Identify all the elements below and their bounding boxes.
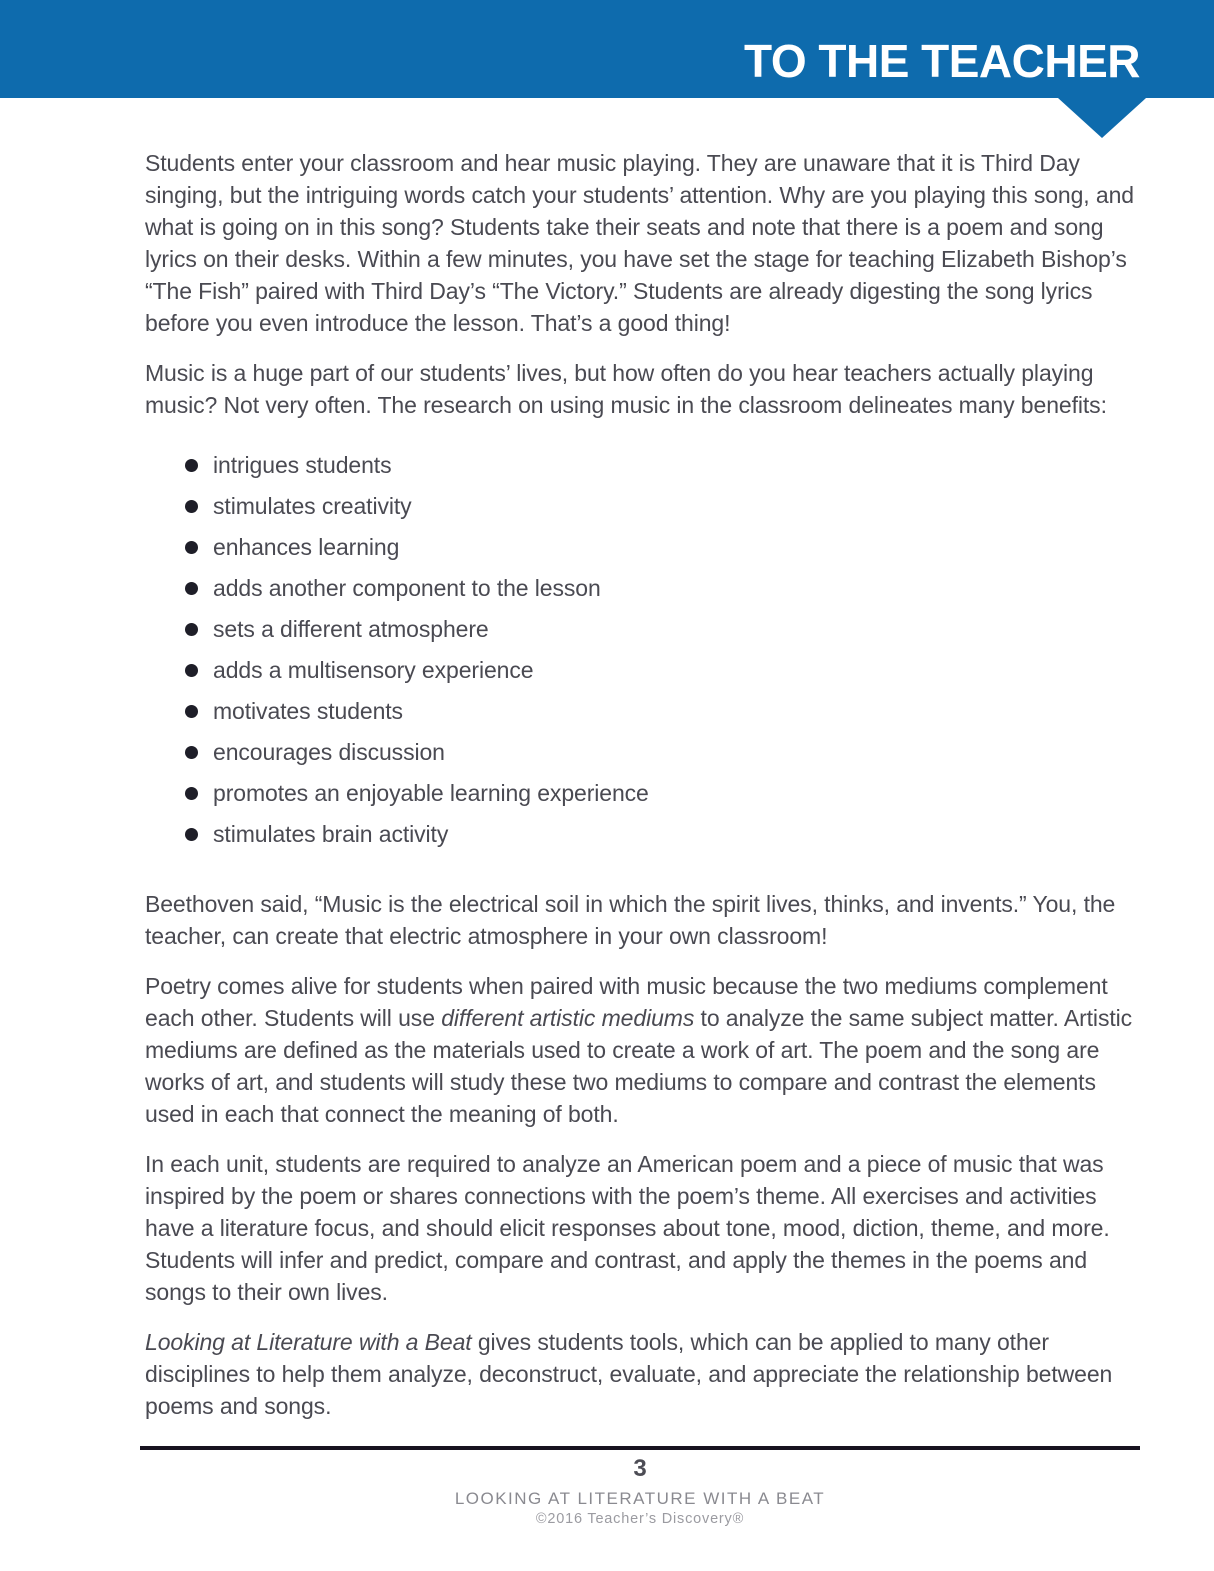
list-item [145, 695, 1145, 727]
list-item-label: adds a multisensory experience [213, 657, 534, 683]
list-item [145, 777, 1145, 809]
bullet-icon [185, 500, 198, 513]
list-item-label: motivates students [213, 698, 403, 724]
list-item [145, 449, 1145, 481]
list-item [145, 490, 1145, 522]
list-item-label: adds another component to the lesson [213, 575, 601, 601]
bullet-icon [185, 459, 198, 472]
paragraph [145, 1148, 1145, 1308]
body-text: Students enter your classroom and hear music playing. They are unaware that it is Third Day singing, but the intriguing words catch your students’ attention. Why are you playing this song, and what is going on in this song? Students take their seats and note that there is a poem and song lyrics on their desks. Within a few minutes, you have set the stage for teaching Elizabeth Bishop’s “The Fish” paired with Third Day’s “The Victory.” Students are already digesting the song lyrics before you even introduce the lesson. That’s a good thing! [145, 150, 1134, 336]
list-item-label: promotes an enjoyable learning experience [213, 780, 649, 806]
benefits-list [145, 439, 1145, 850]
paragraph [145, 357, 1145, 421]
list-item [145, 818, 1145, 850]
bullet-icon [185, 705, 198, 718]
footer-book-title: LOOKING AT LITERATURE WITH A BEAT [454, 1489, 826, 1508]
italic-text: Looking at Literature with a Beat [145, 1329, 472, 1355]
page-title: TO THE TEACHER [744, 35, 1140, 87]
list-item-label: sets a different atmosphere [213, 616, 489, 642]
body-text: Music is a huge part of our students’ lives, but how often do you hear teachers actually playing music? Not very often. The research on using music in the classroom delineates many benefits: [145, 360, 1107, 418]
footer-copyright: ©2016 Teacher’s Discovery® [535, 1511, 745, 1527]
list-item-label: encourages discussion [213, 739, 445, 765]
bullet-icon [185, 746, 198, 759]
body-text: In each unit, students are required to analyze an American poem and a piece of music that was inspired by the poem or shares connections with the poem’s theme. All exercises and activities have a literature focus, and should elicit responses about tone, mood, diction, theme, and more. Students will infer and predict, compare and contrast, and apply the themes in the poems and songs to their own lives. [145, 1151, 1110, 1305]
footer-divider [140, 1446, 1140, 1450]
body-text: Beethoven said, “Music is the electrical soil in which the spirit lives, thinks, and invents.” You, the teacher, can create that electric atmosphere in your own classroom! [145, 891, 1116, 949]
list-item-label: intrigues students [213, 452, 392, 478]
list-item [145, 736, 1145, 768]
paragraph [145, 970, 1145, 1130]
body-text: to analyze the same subject matter. Artistic mediums are defined as the materials used to create a work of art. The poem and the song are works of art, and students will study these two mediums to compare and contrast the elements used in each that connect the meaning of both. [145, 1005, 1133, 1127]
bullet-icon [185, 664, 198, 677]
paragraph [145, 147, 1145, 339]
list-item [145, 613, 1145, 645]
list-item [145, 654, 1145, 686]
paragraph [145, 888, 1145, 952]
page-content [145, 0, 1145, 1440]
body-text: gives students tools, which can be applied to many other disciplines to help them analyze, deconstruct, evaluate, and appreciate the relationship between poems and songs. [145, 1329, 1113, 1419]
bullet-icon [185, 828, 198, 841]
list-item-label: stimulates brain activity [213, 821, 449, 847]
list-item-label: stimulates creativity [213, 493, 412, 519]
list-item [145, 572, 1145, 604]
list-item [145, 531, 1145, 563]
bullet-icon [185, 541, 198, 554]
page-number: 3 [633, 1455, 647, 1482]
body-text: Poetry comes alive for students when paired with music because the two mediums complement each other. Students will use [145, 973, 1108, 1031]
bullet-icon [185, 582, 198, 595]
list-item-label: enhances learning [213, 534, 400, 560]
bullet-icon [185, 623, 198, 636]
italic-text: different artistic mediums [441, 1005, 695, 1031]
bullet-icon [185, 787, 198, 800]
paragraph [145, 1326, 1145, 1422]
